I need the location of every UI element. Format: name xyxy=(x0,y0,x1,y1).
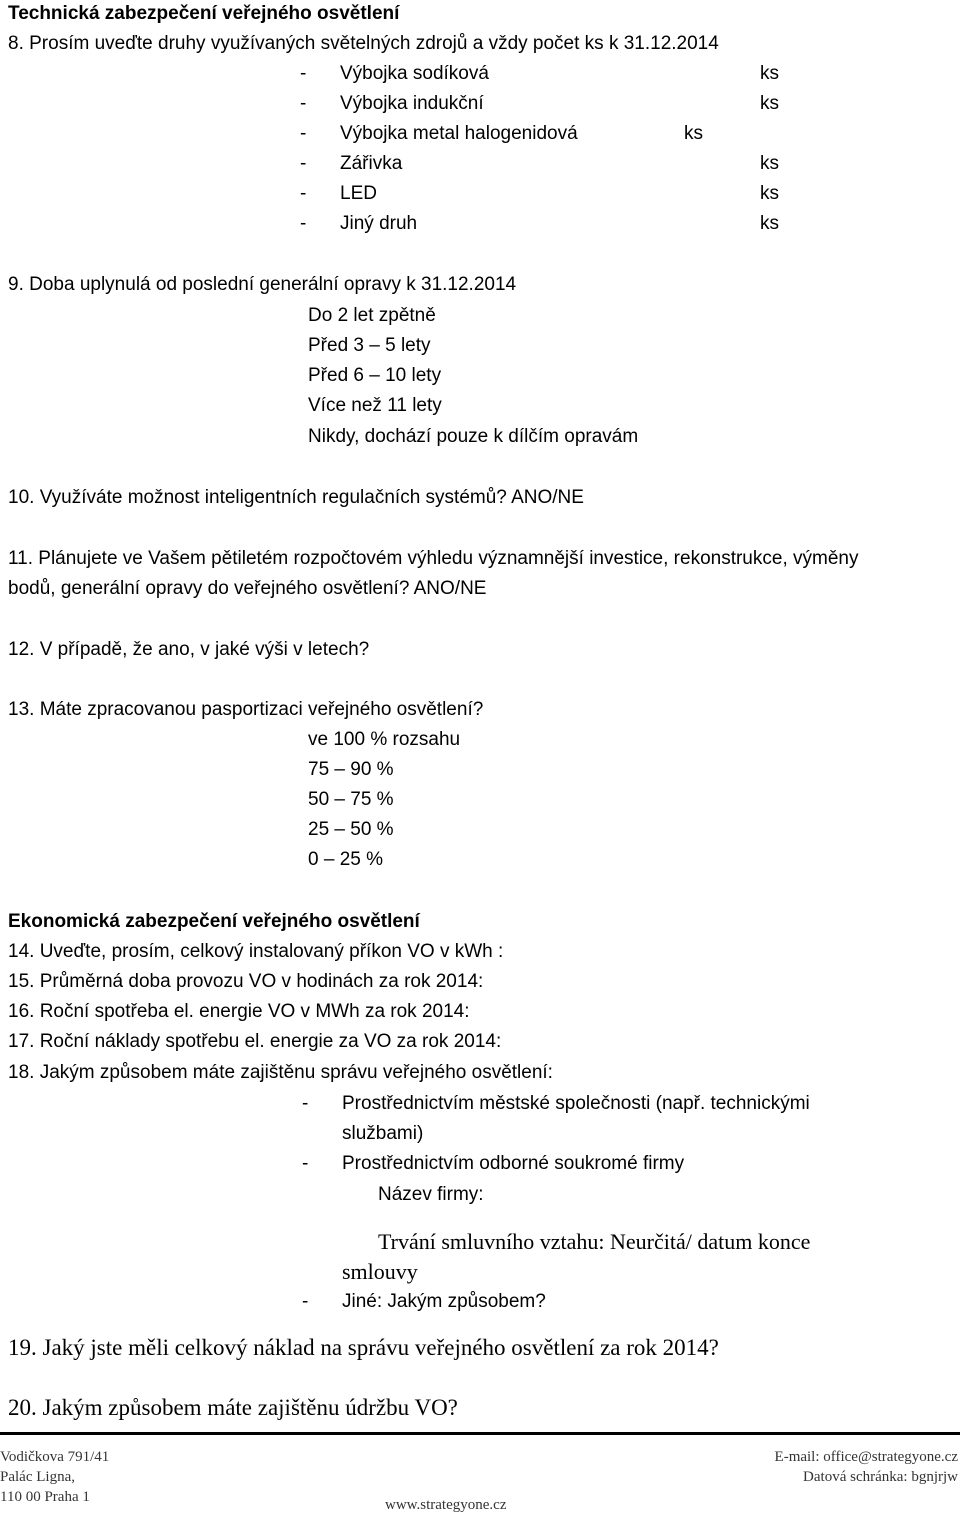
question-16: 16. Roční spotřeba el. energie VO v MWh za rok 2014: xyxy=(8,1001,470,1022)
question-19: 19. Jaký jste měli celkový náklad na správu veřejného osvětlení za rok 2014? xyxy=(8,1335,719,1360)
footer-address-city: 110 00 Praha 1 xyxy=(0,1489,90,1505)
question-14: 14. Uveďte, prosím, celkový instalovaný příkon VO v kWh : xyxy=(8,941,504,962)
q13-option: 0 – 25 % xyxy=(308,849,383,870)
list-dash: - xyxy=(302,1093,309,1114)
lamp-unit: ks xyxy=(760,183,779,204)
lamp-unit: ks xyxy=(684,123,703,144)
q13-option: ve 100 % rozsahu xyxy=(308,729,461,750)
lamp-type: Zářivka xyxy=(340,153,403,174)
question-20: 20. Jakým způsobem máte zajištěnu údržbu VO? xyxy=(8,1395,458,1420)
lamp-type: Jiný druh xyxy=(340,213,418,234)
firm-name-label: Název firmy: xyxy=(378,1184,484,1205)
q9-option: Více než 11 lety xyxy=(308,395,442,416)
lamp-type: Výbojka metal halogenidová xyxy=(340,123,578,144)
lamp-unit: ks xyxy=(760,153,779,174)
question-8: 8. Prosím uveďte druhy využívaných světelných zdrojů a vždy počet ks k 31.12.2014 xyxy=(8,33,719,54)
list-dash: - xyxy=(300,93,307,114)
q9-option: Nikdy, dochází pouze k dílčím opravám xyxy=(308,426,639,447)
q18-option-municipal: Prostřednictvím městské společnosti (např. technickými xyxy=(342,1093,810,1114)
question-9: 9. Doba uplynulá od poslední generální opravy k 31.12.2014 xyxy=(8,274,517,295)
footer-divider xyxy=(0,1432,960,1435)
lamp-type: Výbojka sodíková xyxy=(340,63,489,84)
q18-option-municipal-cont: službami) xyxy=(342,1123,424,1144)
footer-databox: Datová schránka: bgnjrjw xyxy=(803,1469,958,1485)
list-dash: - xyxy=(302,1291,309,1312)
q18-option-other: Jiné: Jakým způsobem? xyxy=(342,1291,546,1312)
list-dash: - xyxy=(300,123,307,144)
contract-duration-label-cont: smlouvy xyxy=(342,1259,418,1284)
lamp-type: LED xyxy=(340,183,377,204)
question-12: 12. V případě, že ano, v jaké výši v letech? xyxy=(8,639,370,660)
question-15: 15. Průměrná doba provozu VO v hodinách za rok 2014: xyxy=(8,971,484,992)
footer-address-street: Vodičkova 791/41 xyxy=(0,1449,110,1465)
q9-option: Před 6 – 10 lety xyxy=(308,365,442,386)
section-heading-technical: Technická zabezpečení veřejného osvětlení xyxy=(8,3,400,24)
footer-website: www.strategyone.cz xyxy=(385,1497,507,1513)
question-18: 18. Jakým způsobem máte zajištěnu správu veřejného osvětlení: xyxy=(8,1062,553,1083)
list-dash: - xyxy=(302,1153,309,1174)
list-dash: - xyxy=(300,63,307,84)
question-11-line1: 11. Plánujete ve Vašem pětiletém rozpočtovém výhledu významnější investice, rekonstrukce, výměny xyxy=(8,548,859,569)
lamp-unit: ks xyxy=(760,63,779,84)
question-10: 10. Využíváte možnost inteligentních regulačních systémů? ANO/NE xyxy=(8,487,584,508)
lamp-unit: ks xyxy=(760,93,779,114)
q18-option-private-firm: Prostřednictvím odborné soukromé firmy xyxy=(342,1153,685,1174)
lamp-unit: ks xyxy=(760,213,779,234)
q13-option: 75 – 90 % xyxy=(308,759,394,780)
list-dash: - xyxy=(300,183,307,204)
q13-option: 25 – 50 % xyxy=(308,819,394,840)
lamp-type: Výbojka indukční xyxy=(340,93,484,114)
section-heading-economic: Ekonomická zabezpečení veřejného osvětlení xyxy=(8,911,420,932)
list-dash: - xyxy=(300,213,307,234)
footer-email: E-mail: office@strategyone.cz xyxy=(774,1449,958,1465)
footer-address-building: Palác Ligna, xyxy=(0,1469,75,1485)
q9-option: Do 2 let zpětně xyxy=(308,305,436,326)
question-11-line2: bodů, generální opravy do veřejného osvětlení? ANO/NE xyxy=(8,578,487,599)
list-dash: - xyxy=(300,153,307,174)
q9-option: Před 3 – 5 lety xyxy=(308,335,431,356)
q13-option: 50 – 75 % xyxy=(308,789,394,810)
question-17: 17. Roční náklady spotřebu el. energie za VO za rok 2014: xyxy=(8,1031,502,1052)
contract-duration-label: Trvání smluvního vztahu: Neurčitá/ datum konce xyxy=(378,1229,811,1254)
question-13: 13. Máte zpracovanou pasportizaci veřejného osvětlení? xyxy=(8,699,484,720)
